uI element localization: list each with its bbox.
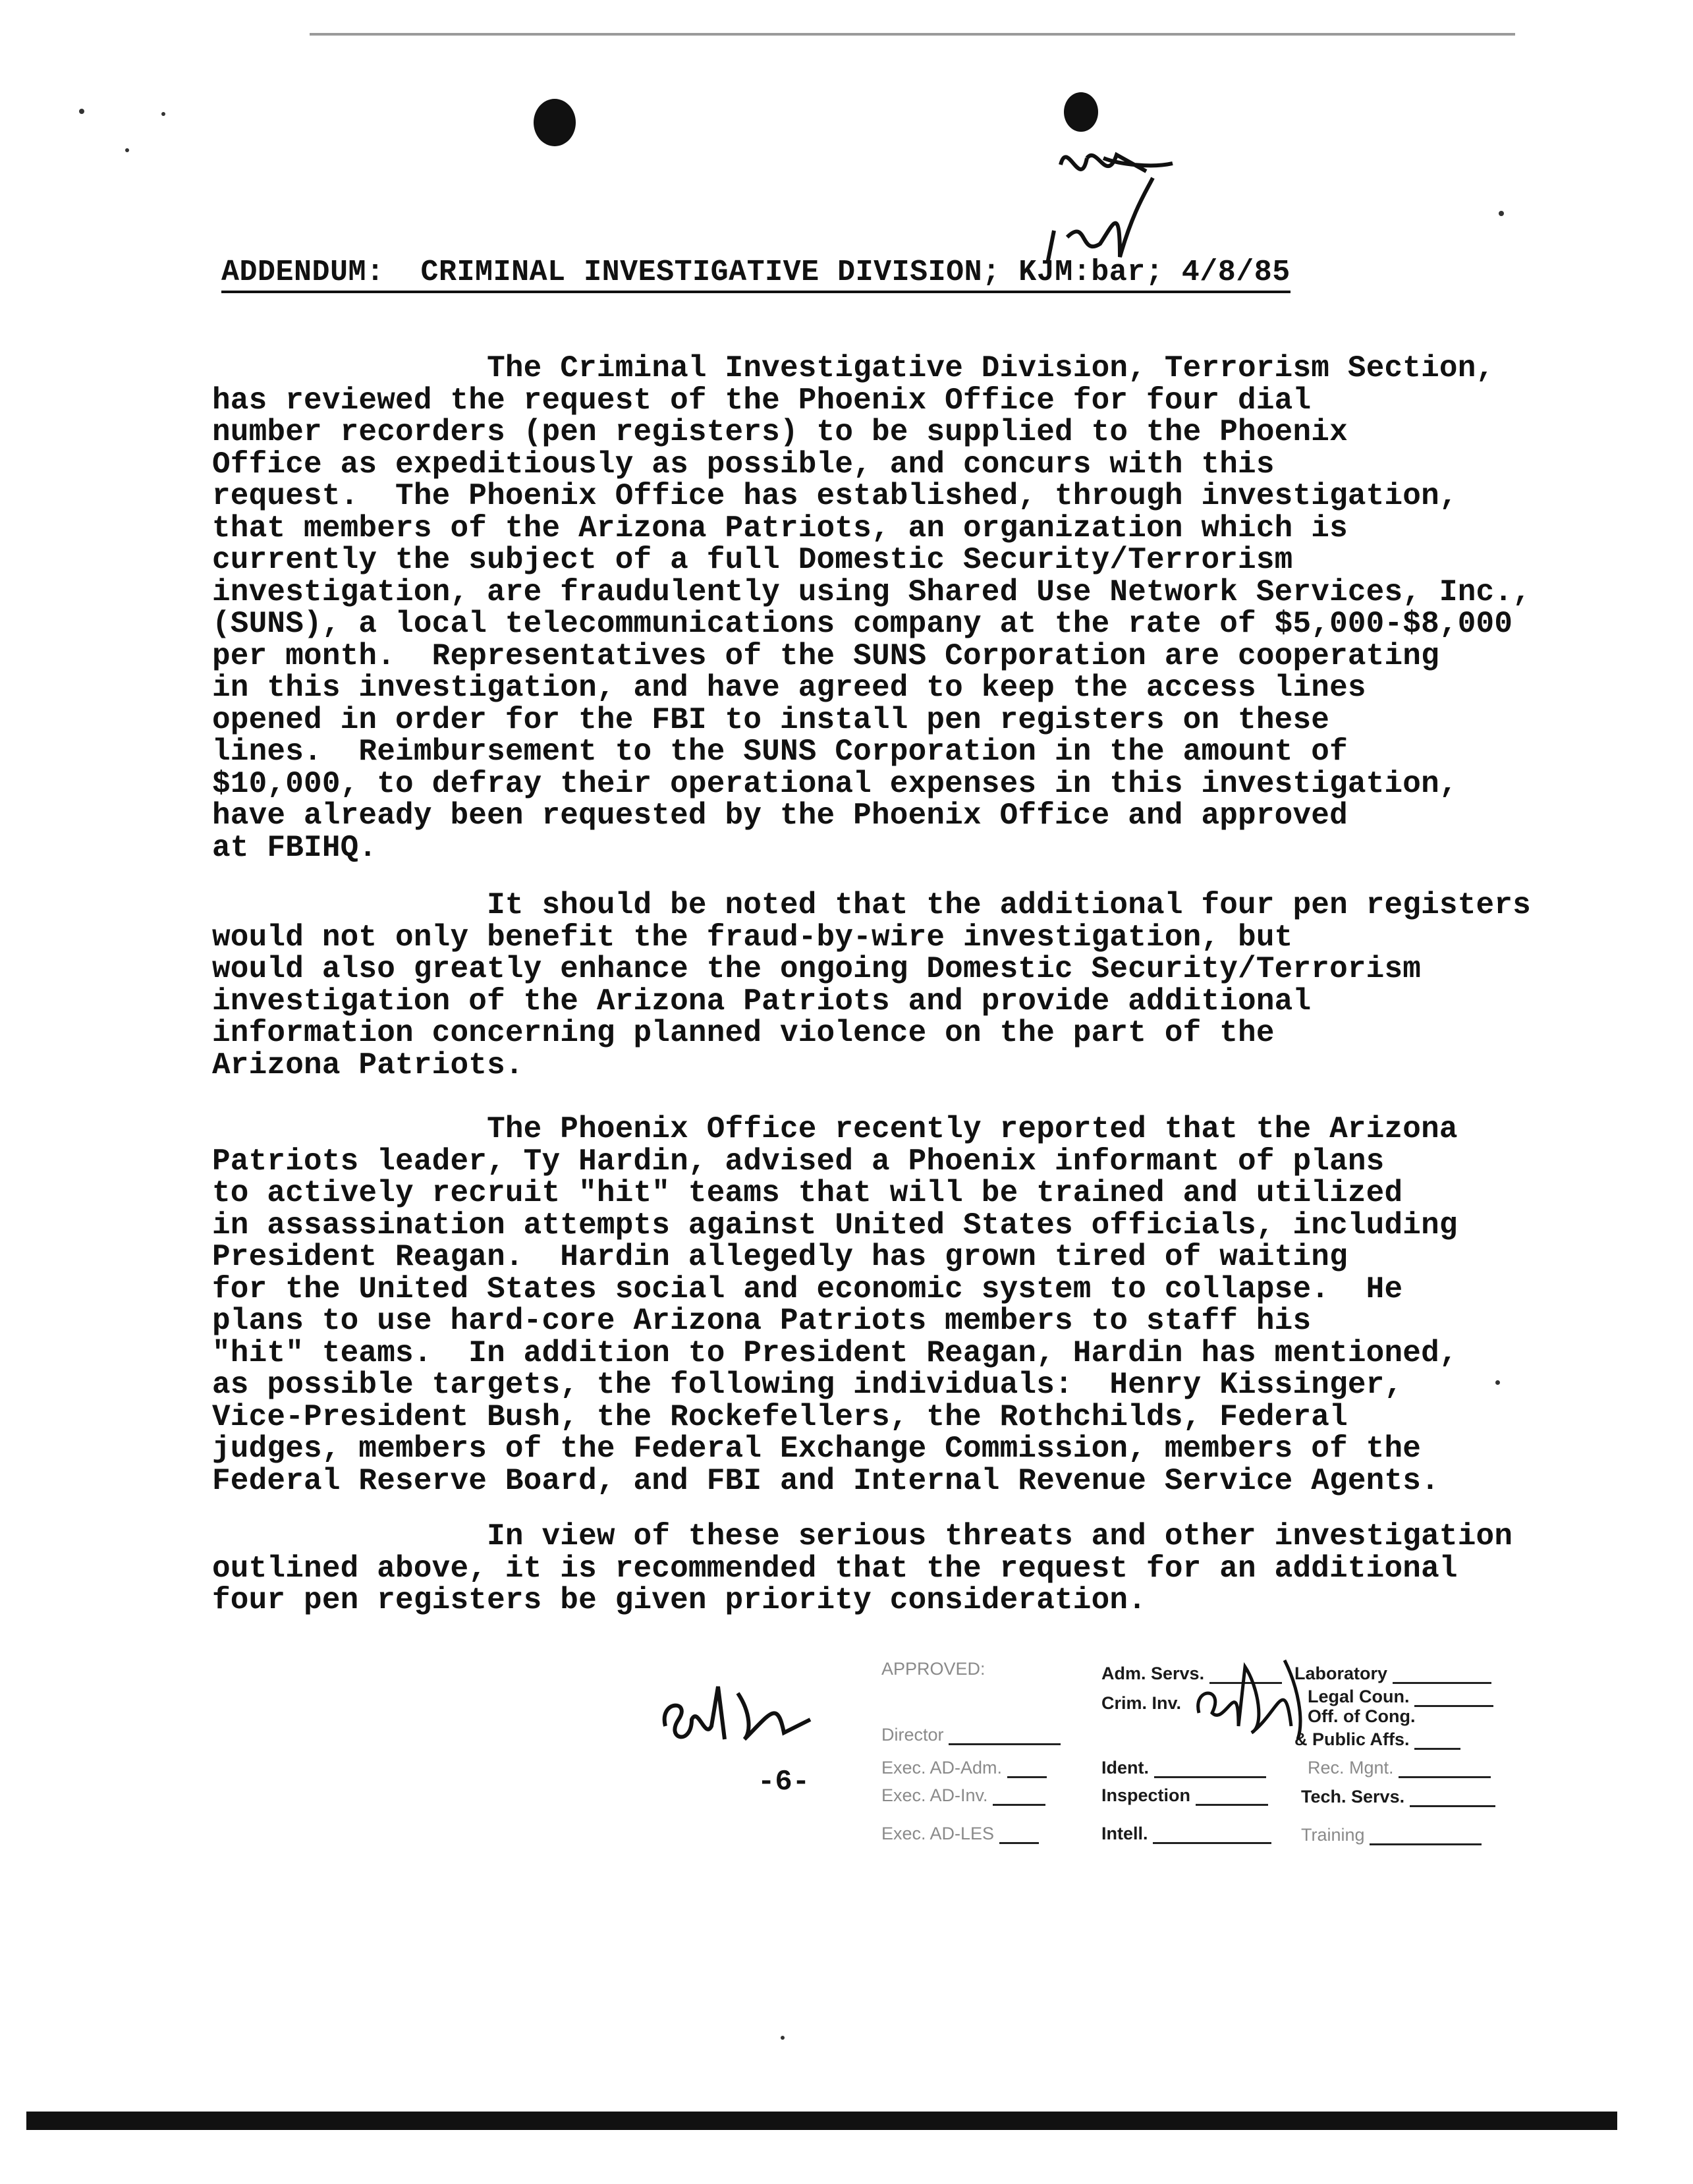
- handwritten-signature: [652, 1673, 823, 1759]
- stamp-off-cong: Off. of Cong.: [1308, 1706, 1416, 1726]
- stamp-training: Training: [1301, 1825, 1482, 1845]
- stamp-laboratory: Laboratory: [1294, 1664, 1491, 1684]
- addendum-header: ADDENDUM: CRIMINAL INVESTIGATIVE DIVISION; KJM:bar; 4/8/85: [221, 256, 1291, 293]
- stamp-tech-servs: Tech. Servs.: [1301, 1787, 1495, 1807]
- stamp-adm-servs: Adm. Servs.: [1101, 1664, 1282, 1684]
- stamp-exec-ad-inv: Exec. AD-Inv.: [881, 1785, 1045, 1806]
- stamp-exec-ad-les: Exec. AD-LES: [881, 1824, 1039, 1844]
- handwritten-initials: [1041, 92, 1192, 270]
- stamp-initials-scribble: [1186, 1647, 1318, 1746]
- body-paragraph-4: In view of these serious threats and other investigation outlined above, it is recommended that the request for an additional four pen registers be given priority consideration.: [212, 1519, 1513, 1617]
- stamp-inspection: Inspection: [1101, 1785, 1268, 1806]
- page-number: -6-: [758, 1766, 810, 1799]
- bottom-scan-bar: [26, 2112, 1617, 2130]
- stamp-intell: Intell.: [1101, 1824, 1271, 1844]
- stamp-director: Director: [881, 1725, 1061, 1745]
- approved-label: APPROVED:: [881, 1659, 985, 1679]
- top-scan-rule: [310, 33, 1515, 36]
- scan-speck: [1499, 211, 1504, 216]
- scan-speck: [79, 109, 84, 114]
- stamp-legal-coun: Legal Coun.: [1308, 1687, 1493, 1707]
- scan-speck: [161, 112, 165, 116]
- body-paragraph-2: It should be noted that the additional four pen registers would not only benefit the fraud-by-wire investigation, but would also greatly enhance the ongoing Domestic Security/Terrorism investigation of the Arizona Patriots and provide additional information concerning planned violence on the part of the Arizona Patriots.: [212, 888, 1531, 1082]
- stamp-ident: Ident.: [1101, 1758, 1266, 1778]
- scan-speck: [781, 2036, 785, 2040]
- stamp-public-affs: & Public Affs.: [1294, 1729, 1460, 1750]
- body-paragraph-1: The Criminal Investigative Division, Terrorism Section, has reviewed the request of the Phoenix Office for four dial number recorders (pen registers) to be supplied to the Phoenix Office as expeditiously as possible, and concurs with this request. The Phoenix Office has established, through investigation, that members of the Arizona Patriots, an organization which is currently the subject of a full Domestic Security/Terrorism investigation, are fraudulently using Shared Use Network Services, Inc., (SUNS), a local telecommunications company at the rate of $5,000-$8,000 per month. Representatives of the SUNS Corporation are cooperating in this investigation, and have agreed to keep the access lines opened in order for the FBI to install pen registers on these lines. Reimbursement to the SUNS Corporation in the amount of $10,000, to defray their operational expenses in this investigation, have already been requested by the Phoenix Office and approved at FBIHQ.: [212, 351, 1531, 865]
- stamp-crim-inv: Crim. Inv.: [1101, 1693, 1182, 1713]
- scan-speck: [125, 148, 129, 152]
- stamp-exec-ad-adm: Exec. AD-Adm.: [881, 1758, 1047, 1778]
- punch-hole: [534, 99, 576, 146]
- body-paragraph-3: The Phoenix Office recently reported that the Arizona Patriots leader, Ty Hardin, advised a Phoenix informant of plans to actively recruit "hit" teams that will be trained and utilized in assassination attempts against United States officials, including President Reagan. Hardin allegedly has grown tired of waiting for the United States social and economic system to collapse. He plans to use hard-core Arizona Patriots members to staff his "hit" teams. In addition to President Reagan, Hardin has mentioned, as possible targets, the following individuals: Henry Kissinger, Vice-President Bush, the Rockefellers, the Rothchilds, Federal judges, members of the Federal Exchange Commission, members of the Federal Reserve Board, and FBI and Internal Revenue Service Agents.: [212, 1112, 1458, 1498]
- stamp-rec-mgnt: Rec. Mgnt.: [1308, 1758, 1491, 1778]
